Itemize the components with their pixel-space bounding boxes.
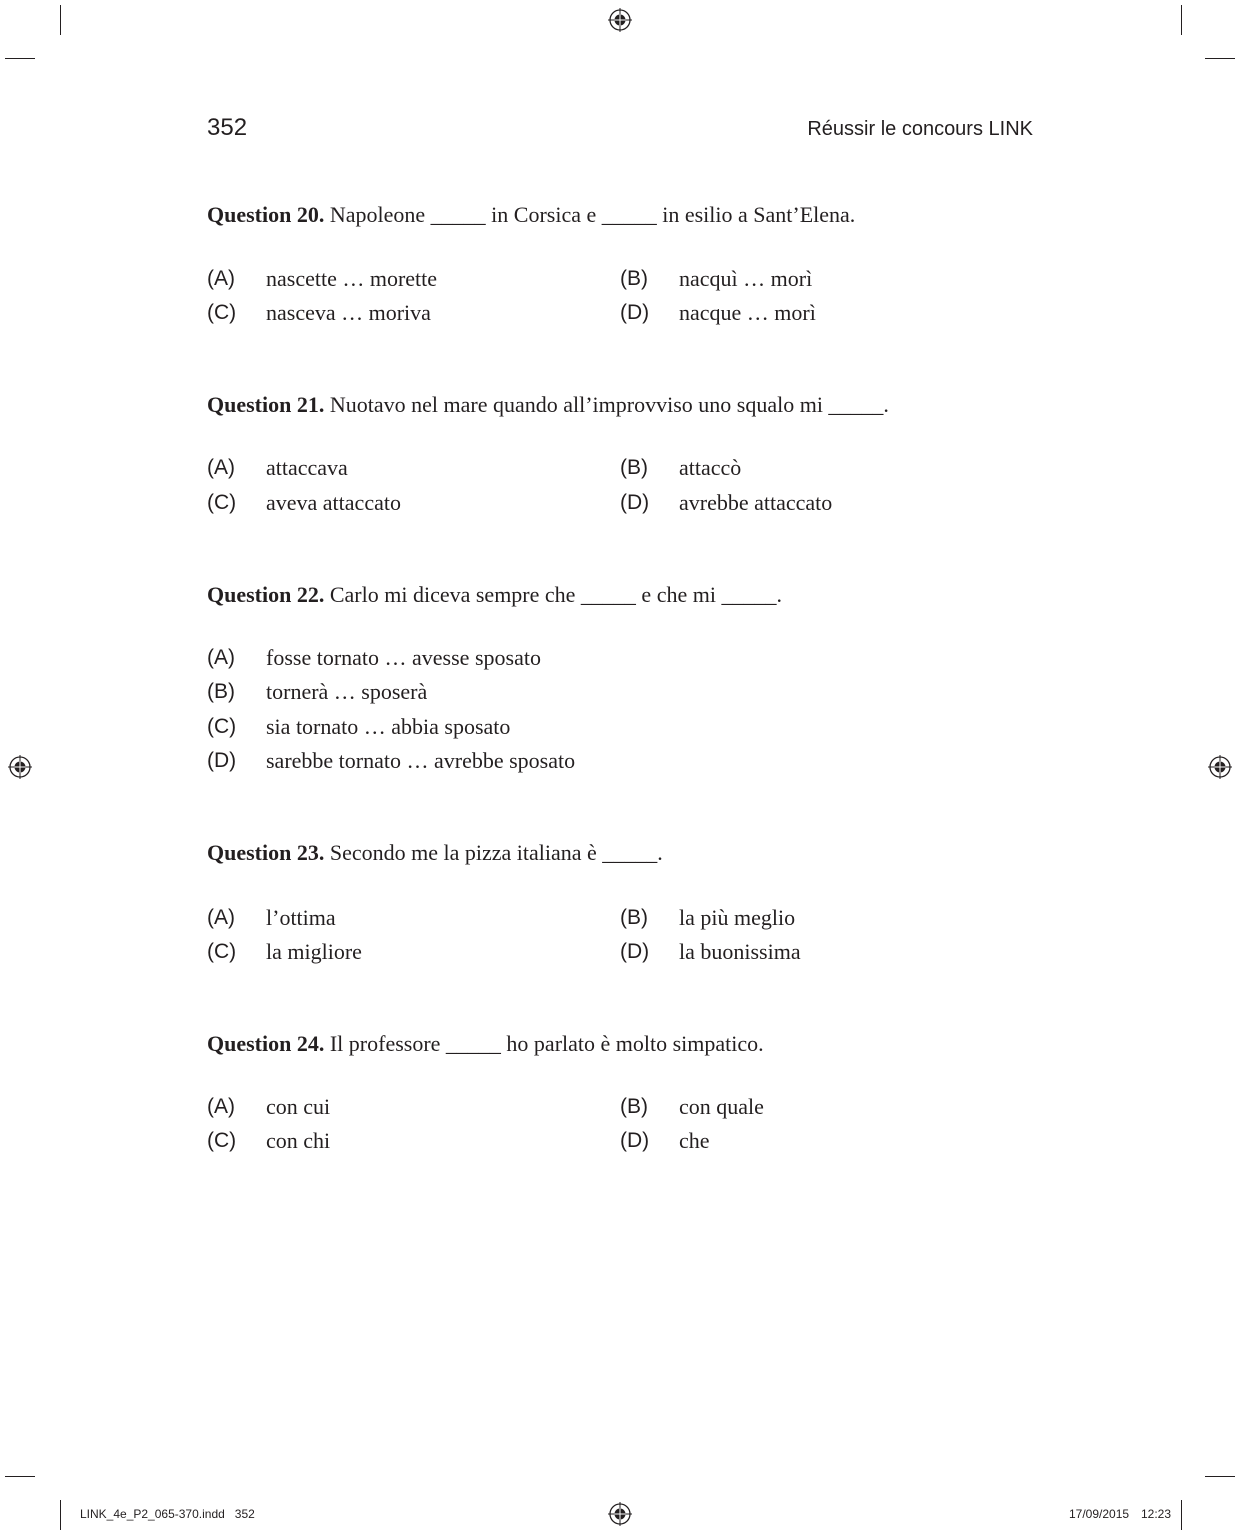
option-text: l’ottima (266, 905, 336, 930)
option-letter: (D) (620, 301, 650, 324)
crop-mark-top-left (60, 5, 61, 35)
question-label: Question 24. (207, 1031, 325, 1056)
option-text: tornerà … sposerà (266, 679, 428, 704)
option-text: attaccava (266, 455, 348, 480)
question-text: Nuotavo nel mare quando all’improvviso uno squalo mi _____. (329, 392, 889, 417)
slug-file: LINK_4e_P2_065-370.indd 352 (80, 1507, 255, 1521)
option-text: attaccò (679, 455, 742, 480)
option-text: avrebbe attaccato (679, 490, 833, 515)
question-24 (207, 1031, 764, 1057)
option-text: sia tornato … abbia sposato (266, 714, 511, 739)
question-label: Question 23. (207, 840, 325, 865)
page-number: 352 (207, 114, 248, 141)
option-text: la migliore (266, 939, 362, 964)
registration-mark-icon (1208, 755, 1232, 779)
option-text: la buonissima (679, 939, 801, 964)
option-letter: (D) (620, 940, 650, 963)
option-letter: (B) (620, 1095, 648, 1118)
option-text: sarebbe tornato … avrebbe sposato (266, 748, 576, 773)
option-text: con quale (679, 1094, 764, 1119)
option-letter: (B) (207, 680, 235, 703)
question-text: Secondo me la pizza italiana è _____. (329, 840, 663, 865)
crop-mark-top-right (1181, 5, 1182, 35)
question-text: Il professore _____ ho parlato è molto simpatico. (329, 1031, 764, 1056)
option-text: con cui (266, 1094, 331, 1119)
option-text: fosse tornato … avesse sposato (266, 645, 541, 670)
registration-mark-icon (8, 755, 32, 779)
registration-mark-icon (608, 1502, 632, 1526)
question-23 (207, 840, 663, 866)
option-letter: (A) (207, 906, 235, 929)
option-text: con chi (266, 1128, 331, 1153)
option-letter: (D) (620, 491, 650, 514)
option-text: che (679, 1128, 710, 1153)
question-label: Question 20. (207, 202, 325, 227)
option-text: aveva attaccato (266, 490, 401, 515)
option-text: nasceva … moriva (266, 300, 431, 325)
crop-mark-left-top (5, 58, 35, 59)
crop-mark-right-bottom (1205, 1476, 1235, 1477)
crop-mark-left-bottom (5, 1476, 35, 1477)
option-letter: (A) (207, 456, 235, 479)
question-text: Napoleone _____ in Corsica e _____ in esilio a Sant’Elena. (329, 202, 856, 227)
question-label: Question 22. (207, 582, 325, 607)
option-letter: (B) (620, 906, 648, 929)
option-letter: (B) (620, 267, 648, 290)
question-21 (207, 392, 889, 418)
option-text: nacquì … morì (679, 266, 813, 291)
crop-mark-right-top (1205, 58, 1235, 59)
slug-time: 12:23 (1141, 1507, 1172, 1521)
option-letter: (A) (207, 1095, 235, 1118)
running-title: Réussir le concours LINK (807, 118, 1033, 140)
option-letter: (A) (207, 267, 235, 290)
option-text: nascette … morette (266, 266, 438, 291)
option-letter: (C) (207, 491, 237, 514)
option-letter: (C) (207, 940, 237, 963)
question-label: Question 21. (207, 392, 325, 417)
option-text: la più meglio (679, 905, 796, 930)
option-letter: (C) (207, 301, 237, 324)
option-letter: (C) (207, 715, 237, 738)
question-22 (207, 582, 782, 608)
option-text: nacque … morì (679, 300, 816, 325)
crop-mark-bottom-left (60, 1500, 61, 1530)
registration-mark-icon (608, 8, 632, 32)
question-text: Carlo mi diceva sempre che _____ e che mi _____. (329, 582, 782, 607)
option-letter: (A) (207, 646, 235, 669)
slug-date: 17/09/2015 (1069, 1507, 1130, 1521)
option-letter: (B) (620, 456, 648, 479)
option-letter: (C) (207, 1129, 237, 1152)
crop-mark-bottom-right (1181, 1500, 1182, 1530)
option-letter: (D) (620, 1129, 650, 1152)
option-letter: (D) (207, 749, 237, 772)
question-20 (207, 202, 855, 228)
